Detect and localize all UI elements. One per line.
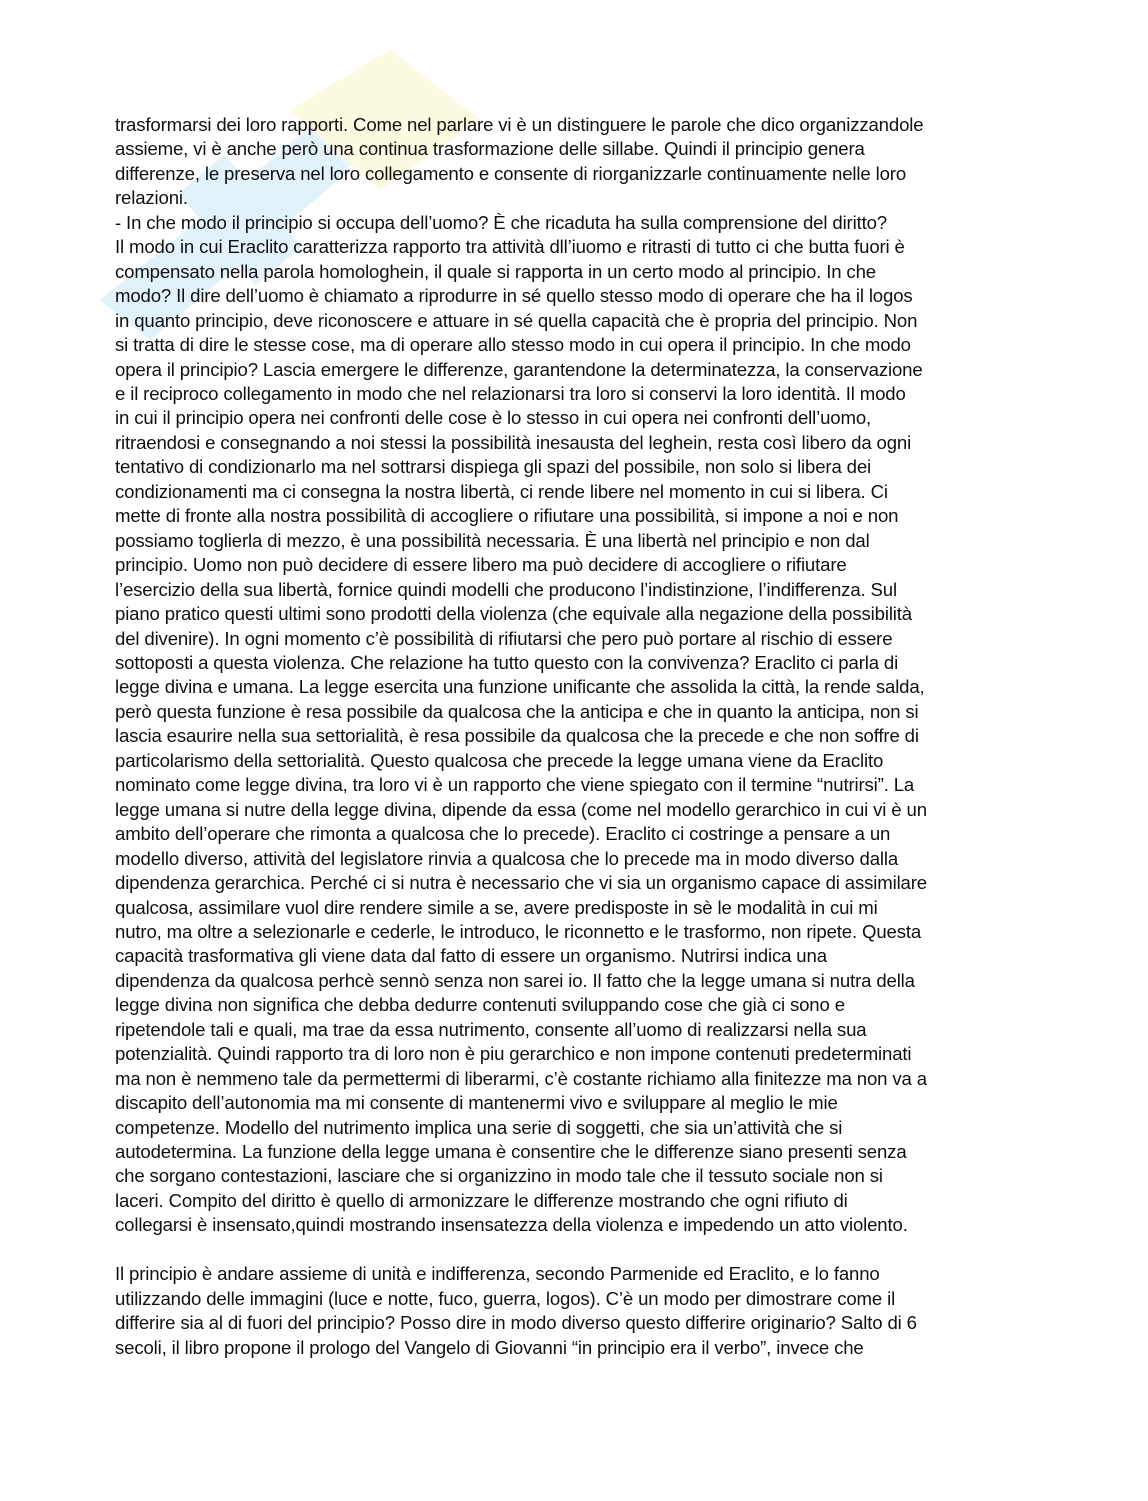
text-line: Il principio è andare assieme di unità e indifferenza, secondo Parmenide ed Eraclito, e lo fanno xyxy=(115,1263,880,1285)
text-line: ripetendole tali e quali, ma trae da essa nutrimento, consente all’uomo di realizzarsi nella sua xyxy=(115,1018,867,1040)
text-line: sottoposti a questa violenza. Che relazione ha tutto questo con la convivenza? Eraclito ci parla di xyxy=(115,651,899,673)
text-line: utilizzando delle immagini (luce e notte, fuco, guerra, logos). C’è un modo per dimostrare come il xyxy=(115,1287,896,1309)
text-line: legge umana si nutre della legge divina, dipende da essa (come nel modello gerarchico in cui vi è un xyxy=(115,798,927,820)
text-line: nutro, ma oltre a selezionarle e cederle, le introduco, le riconnetto e le trasformo, non ripete. Questa xyxy=(115,920,922,942)
text-line: assieme, vi è anche però una continua trasformazione delle sillabe. Quindi il principio genera xyxy=(115,138,865,160)
text-line: possiamo toglierla di mezzo, è una possibilità necessaria. È una libertà nel principio e non dal xyxy=(115,529,870,551)
text-line: potenzialità. Quindi rapporto tra di loro non è piu gerarchico e non impone contenuti predeterminati xyxy=(115,1043,912,1065)
text-line: ma non è nemmeno tale da permettermi di liberarmi, c’è costante richiamo alla finitezze ma non va a xyxy=(115,1067,927,1089)
text-line: laceri. Compito del diritto è quello di armonizzare le differenze mostrando che ogni rifiuto di xyxy=(115,1189,848,1211)
text-line: del divenire). In ogni momento c’è possibilità di rifiutarsi che pero può portare al rischio di essere xyxy=(115,627,893,649)
text-line: ambito dell’operare che rimonta a qualcosa che lo precede). Eraclito ci costringe a pensare a un xyxy=(115,823,891,845)
text-line: qualcosa, assimilare vuol dire rendere simile a se, avere predisposte in sè le modalità in cui mi xyxy=(115,896,878,918)
text-line: ritraendosi e consegnando a noi stessi la possibilità inesausta del leghein, resta così libero da ogni xyxy=(115,431,912,453)
text-line: differire sia al di fuori del principio? Posso dire in modo diverso questo differire originario? Salto di 6 xyxy=(115,1312,917,1334)
text-line: dipendenza gerarchica. Perché ci si nutra è necessario che vi sia un organismo capace di assimilare xyxy=(115,872,927,894)
paragraph xyxy=(115,1262,1040,1360)
text-line: discapito dell’autonomia ma mi consente di mantenermi vivo e sviluppare al meglio le mie xyxy=(115,1092,838,1114)
text-line: secoli, il libro propone il prologo del Vangelo di Giovanni “in principio era il verbo”, invece che xyxy=(115,1336,864,1358)
text-line: l’esercizio della sua libertà, fornice quindi modelli che producono l’indistinzione, l’indifferenza. Sul xyxy=(115,578,897,600)
text-line: piano pratico questi ultimi sono prodotti della violenza (che equivale alla negazione della possibilità xyxy=(115,603,912,625)
text-line: si tratta di dire le stesse cose, ma di operare allo stesso modo in cui opera il principio. In che modo xyxy=(115,334,911,356)
text-line: modo? Il dire dell’uomo è chiamato a riprodurre in sé quello stesso modo di operare che ha il logos xyxy=(115,285,913,307)
text-line: collegarsi è insensato,quindi mostrando insensatezza della violenza e impedendo un atto violento. xyxy=(115,1214,908,1236)
text-line: però questa funzione è resa possibile da qualcosa che la anticipa e che in quanto la anticipa, non si xyxy=(115,700,919,722)
text-line: compensato nella parola homologhein, il quale si rapporta in un certo modo al principio. In che xyxy=(115,260,876,282)
text-line: particolarismo della settorialità. Questo qualcosa che precede la legge umana viene da Eraclito xyxy=(115,749,884,771)
text-line: e il reciproco collegamento in modo che nel relazionarsi tra loro si conservi la loro identità. Il modo xyxy=(115,382,906,404)
text-line: autodetermina. La funzione della legge umana è consentire che le differenze siano presenti senza xyxy=(115,1141,907,1163)
text-line: in cui il principio opera nei confronti delle cose è lo stesso in cui opera nei confronti dell’uomo, xyxy=(115,407,872,429)
text-line: legge divina e umana. La legge esercita una funzione unificante che assolida la città, la rende salda, xyxy=(115,676,925,698)
text-line: Il modo in cui Eraclito caratterizza rapporto tra attività dll’iuomo e ritrasti di tutto ci che butta fuori è xyxy=(115,236,905,258)
text-line: trasformarsi dei loro rapporti. Come nel parlare vi è un distinguere le parole che dico organizzandole xyxy=(115,114,924,135)
text-line: - In che modo il principio si occupa dell’uomo? È che ricaduta ha sulla comprensione del diritto? xyxy=(115,211,887,233)
text-line: modello diverso, attività del legislatore rinvia a qualcosa che lo precede ma in modo diverso dalla xyxy=(115,847,899,869)
text-line: legge divina non significa che debba dedurre contenuti sviluppando cose che già ci sono e xyxy=(115,994,845,1016)
document-body xyxy=(115,113,1040,1360)
text-line: mette di fronte alla nostra possibilità di accogliere o rifiutare una possibilità, si impone a noi e non xyxy=(115,505,899,527)
paragraph xyxy=(115,113,1040,1238)
text-line: che sorgano contestazioni, lasciare che si organizzino in modo tale che il tessuto sociale non si xyxy=(115,1165,883,1187)
text-line: relazioni. xyxy=(115,187,188,209)
paragraph-gap xyxy=(115,1238,1040,1262)
text-line: in quanto principio, deve riconoscere e attuare in sé quella capacità che è propria del principio. Non xyxy=(115,309,918,331)
text-line: principio. Uomo non può decidere di essere libero ma può decidere di accogliere o rifiutare xyxy=(115,554,847,576)
text-line: opera il principio? Lascia emergere le differenze, garantendone la determinatezza, la conservazione xyxy=(115,358,923,380)
text-line: differenze, le preserva nel loro collegamento e consente di riorganizzarle continuamente nelle loro xyxy=(115,162,907,184)
text-line: capacità trasformativa gli viene data dal fatto di essere un organismo. Nutrirsi indica una xyxy=(115,945,827,967)
text-line: nominato come legge divina, tra loro vi è un rapporto che viene spiegato con il termine “nutrirsi”. La xyxy=(115,774,915,796)
text-line: condizionamenti ma ci consegna la nostra libertà, ci rende libere nel momento in cui si libera. Ci xyxy=(115,480,888,502)
text-line: tentativo di condizionarlo ma nel sottrarsi dispiega gli spazi del possibile, non solo si libera dei xyxy=(115,456,872,478)
text-line: competenze. Modello del nutrimento implica una serie di soggetti, che sia un’attività che si xyxy=(115,1116,843,1138)
text-line: dipendenza da qualcosa perhcè sennò senza non sarei io. Il fatto che la legge umana si nutra della xyxy=(115,969,915,991)
text-line: lascia esaurire nella sua settorialità, è resa possibile da qualcosa che la precede e che non soffre di xyxy=(115,725,919,747)
